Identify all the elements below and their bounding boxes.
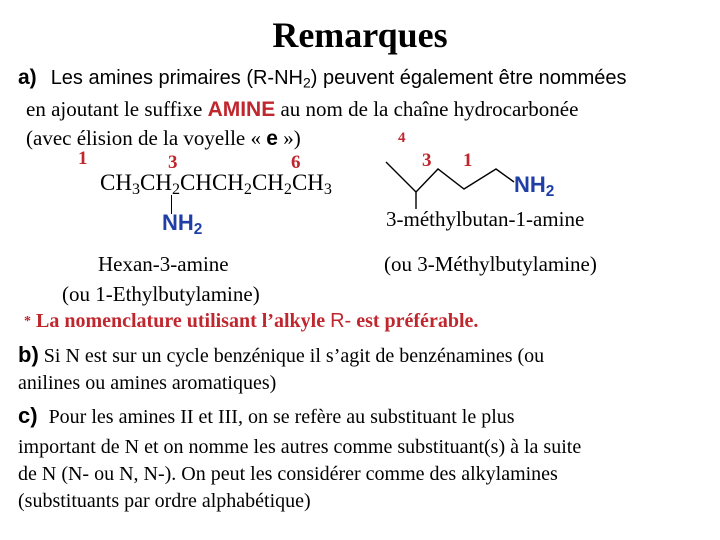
text-segment: La nomenclature utilisant l’alkyle	[31, 310, 331, 332]
text-segment: Les amines primaires (R-NH	[50, 67, 303, 89]
nomenclature-note	[24, 310, 478, 333]
section-b-line2: anilines ou amines aromatiques)	[18, 372, 277, 394]
text-segment: Si N est sur un cycle benzénique il s’agit de benzénamines (ou	[43, 345, 545, 367]
subscript: 2	[302, 74, 311, 91]
locant-3b: 3	[422, 150, 432, 171]
section-b-label: b)	[18, 342, 39, 367]
elided-vowel: e	[266, 127, 278, 150]
hexan-3-amine-formula: $CH_3CH_2CHCH_2CH_2CH_3$	[100, 170, 332, 199]
text-segment: »)	[277, 126, 301, 150]
asterisk: *	[24, 314, 31, 329]
section-c-line4: (substituants par ordre alphabétique)	[18, 490, 311, 512]
structure2-alt-name: (ou 3-Méthylbutylamine)	[384, 252, 597, 276]
amino-group-2: $NH_2$	[514, 172, 555, 200]
amino-group-1: $NH_2$	[162, 210, 203, 238]
text-segment: est préférable.	[351, 310, 479, 332]
section-c-line3: de N (N- ou N, N-). On peut les considérer comme des alkylamines	[18, 463, 558, 485]
page-title: Remarques	[272, 15, 448, 55]
locant-4: 4	[398, 130, 406, 146]
section-b-line1	[18, 342, 544, 368]
text-segment: Pour les amines II et III, on se refère au substituant le plus	[48, 406, 515, 428]
skeletal-structure	[380, 140, 530, 210]
amine-suffix: AMINE	[207, 98, 276, 121]
section-a-line1	[18, 66, 627, 91]
text-segment: (avec élision de la voyelle «	[26, 126, 267, 150]
section-a-line3	[26, 126, 301, 151]
structure1-name: Hexan-3-amine	[98, 252, 229, 276]
text-segment: ) peuvent également être nommées	[310, 67, 627, 89]
section-a-label: a)	[18, 66, 37, 89]
section-c-line2: important de N et on nomme les autres comme substituant(s) à la suite	[18, 436, 582, 458]
section-a-line2	[26, 97, 578, 122]
locant-1b: 1	[463, 150, 473, 171]
text-segment: en ajoutant le suffixe	[26, 97, 208, 121]
structure2-name: 3-méthylbutan-1-amine	[386, 207, 585, 231]
alkyl-r: R-	[330, 310, 352, 332]
locant-3: 3	[168, 152, 178, 173]
section-c-label: c)	[18, 403, 38, 428]
text-segment: au nom de la chaîne hydrocarbonée	[275, 97, 579, 121]
locant-1: 1	[78, 148, 88, 169]
section-c-line1	[18, 403, 515, 429]
carbon-chain	[386, 162, 514, 192]
structure1-alt-name: (ou 1-Ethylbutylamine)	[62, 282, 260, 306]
locant-6: 6	[291, 152, 301, 173]
